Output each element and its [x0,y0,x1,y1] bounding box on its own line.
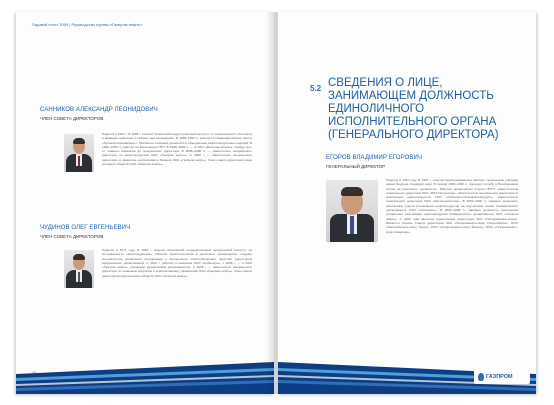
section-number: 5.2 [310,84,322,93]
right-page [278,12,536,394]
person-role: ЧЛЕН СОВЕТА ДИРЕКТОРОВ [40,116,104,121]
page-number: 38 [32,370,37,375]
person-bio: Родился в 1962 г. В 1985 г. окончил Тюменский индустриальный институт по специальности «Геология и разведка нефтяных и газовых месторождений». В 1985–1993 гг. работал в Нижневартовском тресте «Оргнефтехимзаводы» г. Москва на головной должности в объединении нефтепродуктовых изделий. В 1993–1998 гг. работал на Мегионском НГП. В 1998–2006 гг. — в ОАО «Мегионнефтегаз», пройдя путь от главного инженера до генерального директора. В 2006–2008 гг. — заместитель генерального директора по нефтепродуктам ОАО «Газпром нефть». С 2008 г. — заместитель генерального директора по развитию нефтегазового бизнеса ОАО «Газпром нефть». Член совета директоров ряда дочерних обществ ОАО «Газпром нефть». [102,132,252,167]
wave-stripes-icon [16,354,274,394]
person-name: ЕГОРОВ ВЛАДИМИР ЕГОРОВИЧ [326,155,423,161]
section-title: СВЕДЕНИЯ О ЛИЦЕ, ЗАНИМАЮЩЕМ ДОЛЖНОСТЬ ЕДИНОЛИЧНОГО ИСПОЛНИТЕЛЬНОГО ОРГАНА (ГЕНЕРАЛЬНОГО ДИРЕКТОРА) [328,77,499,141]
left-page [16,12,274,394]
portrait-photo-icon [64,250,94,288]
decorative-band [16,354,274,394]
person-bio: Родился в 1967 году. В 1987 г. окончил Краснознаменское высшее техническое училище имени Боудена. Кандидат наук. В период 1983–1996 гг. проходил службу в Вооруженных Силах на различных должностях. Работал начальником отдела ННГП, заместителем генерального директора ЗАО «НПА-Петролеум», заместителем генерального директора по реализации нефтепродуктов ОАО «Сибнефть-Омскнефтепродукт», заместителем генерального директора ОАО «Мегионнефтегаз». В 2000–2006 гг. занимал должность начальника отдела реализации нефтепродуктов на внутреннем рынке Коммерческого департамента ОАО «Сибнефть». В 2006–2008 гг. занимал должность начальника управления реализации нефтепродуктов Коммерческого департамента ОАО «Газпром нефть». С 2008 года является генеральным директором ЗАО «Газпромнефть-Аэро». Является членом Совета директоров ЗАО «Газпромнефть-Аэро Новосибирск», ООО «Газпромнефть-Аэро Томск», ООО «Газпромнефть-Аэро Брянск», ООО «Газпромнефть-Аэро Кемерово». [386,178,518,234]
person-role: ЧЛЕН СОВЕТА ДИРЕКТОРОВ [40,234,104,239]
person-name: ЧУДИНОВ ОЛЕГ ЕВГЕНЬЕВИЧ [40,225,131,231]
portrait-photo-icon [326,180,378,242]
gazprom-flame-logo-icon [478,373,484,381]
person-name: САННИКОВ АЛЕКСАНДР ЛЕОНИДОВИЧ [40,107,158,113]
running-title: Годовой отчет 2009 | Руководство группы «Газпром нефть» [32,22,143,27]
brochure-spread [16,12,536,394]
gazprom-logo-text: ГАЗПРОМ [486,374,513,380]
person-bio: Родился в 1971 году. В 1993 г. окончил Московский государственный юридический институт по специальности «юриспруденция». Работал юрисконсультом в различных организациях, позднее специалистом управления координации и методологии налогообложения, юристом, директором юридического департамента. С 2004 г. работал в компании ОАО «Сибнефть», с 2006 г. — в ОАО «Газпром нефть», руководил юридическим департаментом. С 2008 г. — заместитель генерального директора по правовым вопросам и корпоративному управлению ОАО «Газпром нефть». Член совета директоров ряда дочерних обществ ОАО «Газпром нефть». [102,248,252,278]
person-role: ГЕНЕРАЛЬНЫЙ ДИРЕКТОР [326,164,386,169]
portrait-photo-icon [64,134,94,172]
